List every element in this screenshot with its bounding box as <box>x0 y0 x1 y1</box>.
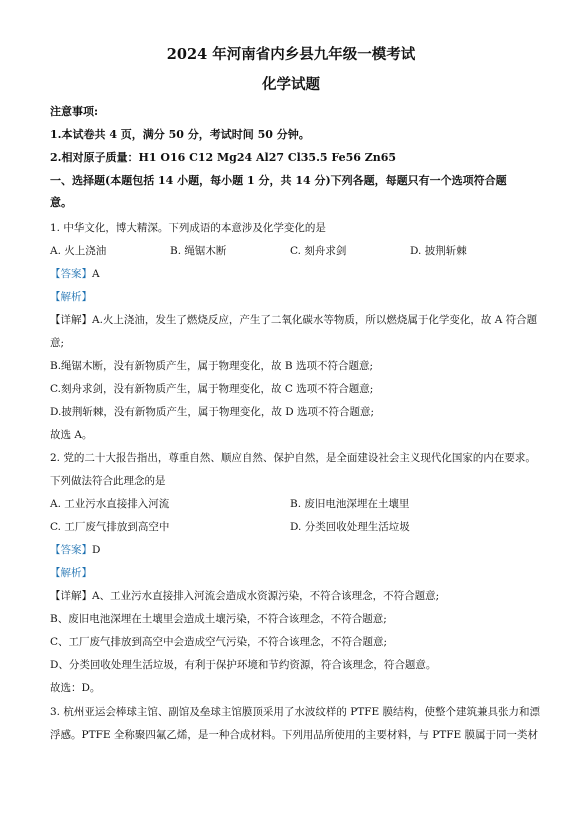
q3-stem-line-2: 浮感。PTFE 全称聚四氟乙烯，是一种合成材料。下列用品所使用的主要材料，与 PTFE 膜属于同一类材 <box>50 729 539 741</box>
exam-subtitle: 化学试题 <box>262 76 320 93</box>
answer-tag: 【答案】 <box>50 268 92 280</box>
detail-tag: 【详解】 <box>50 314 92 326</box>
q1-option-c: C. 刻舟求剑 <box>290 245 347 257</box>
q1-option-b: B. 绳锯木断 <box>170 245 227 257</box>
q2-stem-line-1: 2. 党的二十大报告指出，尊重自然、顺应自然、保护自然，是全面建设社会主义现代化国家的内在要求。 <box>50 452 536 464</box>
q2-detail-b: B、废旧电池深埋在土壤里会造成土壤污染，不符合该理念，不符合题意; <box>50 613 387 625</box>
notes-item-1: 1.本试卷共 4 页，满分 50 分，考试时间 50 分钟。 <box>50 128 310 141</box>
q2-option-b: B. 废旧电池深埋在土壤里 <box>290 498 410 510</box>
exam-title: 2024 年河南省内乡县九年级一模考试 <box>166 46 416 63</box>
q2-conclusion: 故选：D。 <box>50 682 101 694</box>
answer-tag: 【答案】 <box>50 544 92 556</box>
q2-answer-line <box>50 543 536 557</box>
q1-conclusion: 故选 A。 <box>50 429 93 441</box>
section-heading-line-2: 意。 <box>50 196 72 209</box>
q1-option-d: D. 披荆斩棘 <box>410 245 467 257</box>
q1-detail-b: B.绳锯木断，没有新物质产生，属于物理变化，故 B 选项不符合题意; <box>50 360 373 372</box>
q1-detail-line-2: 意; <box>50 337 65 349</box>
q3-stem-line-1: 3. 杭州亚运会棒球主馆、副馆及垒球主馆膜顶采用了水波纹样的 PTFE 膜结构，使整个建筑兼具张力和漂 <box>50 706 541 718</box>
section-heading-line-1: 一、选择题(本题包括 14 小题，每小题 1 分，共 14 分)下列各题，每题只有一个选项符合题 <box>50 174 507 187</box>
q1-option-a: A. 火上浇油 <box>50 245 107 257</box>
q1-answer-line <box>50 267 536 281</box>
q2-analysis-tag: 【解析】 <box>50 567 92 579</box>
q2-detail-a <box>50 589 536 603</box>
q2-option-a: A. 工业污水直接排入河流 <box>50 498 170 510</box>
notes-heading: 注意事项: <box>50 105 99 118</box>
q2-stem-line-2: 下列做法符合此理念的是 <box>50 475 166 487</box>
q1-detail-text: A.火上浇油，发生了燃烧反应，产生了二氧化碳水等物质，所以燃烧属于化学变化，故 A 符合题 <box>92 314 538 326</box>
q2-option-c: C. 工厂废气排放到高空中 <box>50 521 170 533</box>
detail-tag: 【详解】 <box>50 590 92 602</box>
q1-detail-d: D.披荆斩棘，没有新物质产生，属于物理变化，故 D 选项不符合题意; <box>50 406 375 418</box>
q1-stem: 1. 中华文化，博大精深。下列成语的本意涉及化学变化的是 <box>50 222 326 234</box>
q1-analysis-tag: 【解析】 <box>50 291 92 303</box>
q1-detail-c: C.刻舟求剑，没有新物质产生，属于物理变化，故 C 选项不符合题意; <box>50 383 374 395</box>
notes-item-2: 2.相对原子质量：H1 O16 C12 Mg24 Al27 Cl35.5 Fe56 Zn65 <box>50 151 397 164</box>
q2-answer: D <box>92 544 101 556</box>
q2-detail-d: D、分类回收处理生活垃圾，有利于保护环境和节约资源，符合该理念，符合题意。 <box>50 659 437 671</box>
q1-answer: A <box>92 268 100 280</box>
q2-detail-c: C、工厂废气排放到高空中会造成空气污染，不符合该理念，不符合题意; <box>50 636 388 648</box>
q1-detail-line-1 <box>50 313 536 327</box>
q2-option-d: D. 分类回收处理生活垃圾 <box>290 521 410 533</box>
q2-detail-a-text: A、工业污水直接排入河流会造成水资源污染，不符合该理念，不符合题意; <box>92 590 440 602</box>
